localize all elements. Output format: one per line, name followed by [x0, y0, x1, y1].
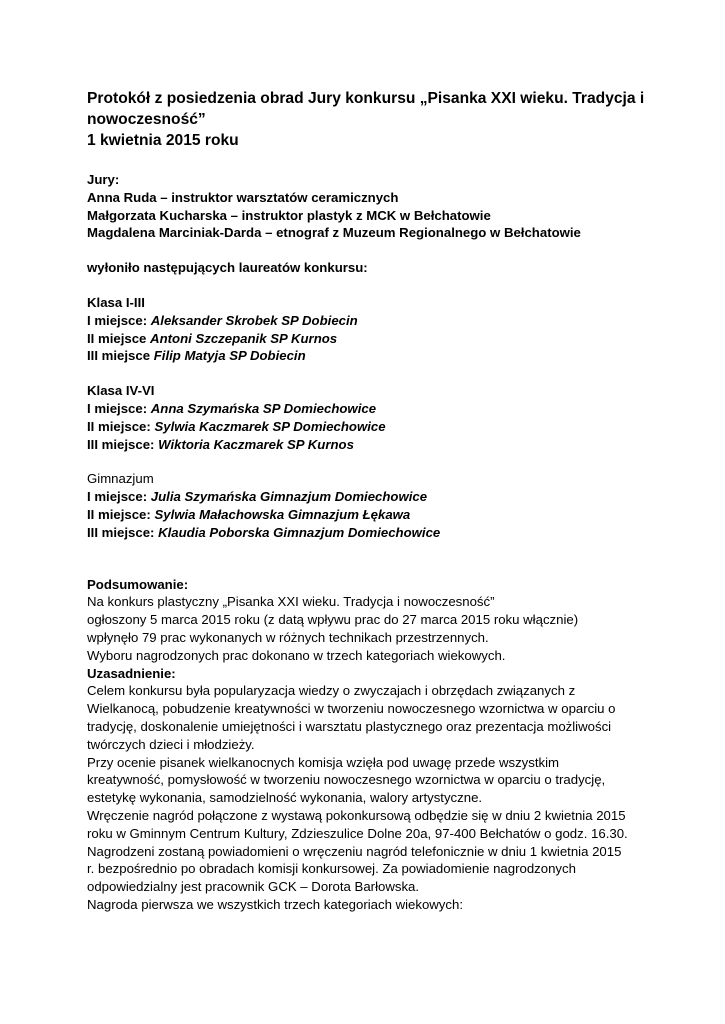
- jury-member: Małgorzata Kucharska – instruktor plastyk z MCK w Bełchatowie: [87, 207, 491, 223]
- winner-row: [87, 418, 647, 436]
- winner-name: Julia Szymańska Gimnazjum Domiechowice: [150, 489, 428, 505]
- winner-place: II miejsce:: [87, 418, 155, 434]
- justification-section: [87, 665, 647, 914]
- winner-name: Sylwia Małachowska Gimnazjum Łękawa: [154, 506, 411, 522]
- winner-row: [87, 488, 647, 506]
- title-date: 1 kwietnia 2015 roku: [87, 132, 239, 149]
- winner-row: [87, 436, 647, 454]
- justification-line: Nagroda pierwsza we wszystkich trzech kategoriach wiekowych:: [87, 896, 463, 912]
- justification-line: odpowiedzialny jest pracownik GCK – Dorota Barłowska.: [87, 879, 420, 895]
- winner-row: [87, 506, 647, 524]
- jury-member: Magdalena Marciniak-Darda – etnograf z Muzeum Regionalnego w Bełchatowie: [87, 225, 581, 241]
- document-page: [87, 88, 647, 914]
- winner-name: Anna Szymańska SP Domiechowice: [150, 400, 377, 416]
- winner-row: [87, 312, 647, 330]
- justification-line: Wielkanocą, pobudzenie kreatywności w tworzeniu nowoczesnego wzornictwa w oparciu o: [87, 701, 616, 717]
- winner-row: [87, 400, 647, 418]
- winner-place: II miejsce:: [87, 506, 155, 522]
- category-name: Gimnazjum: [87, 471, 154, 487]
- summary-line: wpłynęło 79 prac wykonanych w różnych technikach przestrzennych.: [87, 629, 489, 645]
- justification-line: estetykę wykonania, samodzielność wykonania, walory artystyczne.: [87, 790, 483, 806]
- category-gimnazjum: [87, 470, 647, 541]
- category-klasa-1-3: [87, 294, 647, 365]
- winner-row: [87, 347, 647, 365]
- winner-place: I miejsce:: [87, 312, 151, 328]
- justification-line: roku w Gminnym Centrum Kultury, Zdzieszulice Dolne 20a, 97-400 Bełchatów o godz. 16.30.: [87, 825, 628, 841]
- winner-name: Antoni Szczepanik SP Kurnos: [150, 330, 338, 346]
- winner-row: [87, 524, 647, 542]
- justification-line: Wręczenie nagród połączone z wystawą pokonkursową odbędzie się w dniu 2 kwietnia 2015: [87, 807, 626, 823]
- summary-section: [87, 576, 647, 665]
- jury-section: [87, 171, 647, 242]
- justification-line: tradycję, doskonalenie umiejętności i warsztatu plastycznego oraz prezentacja możliwości: [87, 718, 612, 734]
- justification-line: twórczych dzieci i młodzieży.: [87, 736, 255, 752]
- winner-place: III miejsce:: [87, 524, 159, 540]
- summary-line: Wyboru nagrodzonych prac dokonano w trzech kategoriach wiekowych.: [87, 647, 506, 663]
- justification-line: kreatywność, pomysłowość w tworzeniu nowoczesnego wzornictwa w oparciu o tradycję,: [87, 772, 606, 788]
- jury-heading: Jury:: [87, 172, 120, 187]
- title-line-2: nowoczesność”: [87, 111, 206, 128]
- document-title: [87, 88, 647, 151]
- winner-name: Sylwia Kaczmarek SP Domiechowice: [154, 418, 386, 434]
- winner-place: III miejsce: [87, 348, 154, 364]
- summary-heading: Podsumowanie:: [87, 576, 189, 592]
- winner-place: I miejsce:: [87, 400, 151, 416]
- justification-line: r. bezpośrednio po obradach komisji konkursowej. Za powiadomienie nagrodzonych: [87, 861, 576, 877]
- justification-line: Przy ocenie pisanek wielkanocnych komisja wzięła pod uwagę przede wszystkim: [87, 754, 560, 770]
- justification-line: Celem konkursu była popularyzacja wiedzy o zwyczajach i obrzędach związanych z: [87, 683, 576, 699]
- laureates-intro: wyłoniło następujących laureatów konkursu:: [87, 260, 368, 276]
- winner-place: II miejsce: [87, 330, 151, 346]
- winner-name: Filip Matyja SP Dobiecin: [153, 348, 306, 364]
- title-line-1: Protokół z posiedzenia obrad Jury konkursu „Pisanka XXI wieku. Tradycja i: [87, 90, 645, 107]
- winner-name: Wiktoria Kaczmarek SP Kurnos: [158, 436, 354, 452]
- summary-line: ogłoszony 5 marca 2015 roku (z datą wpływu prac do 27 marca 2015 roku włącznie): [87, 612, 579, 628]
- category-name: Klasa IV-VI: [87, 383, 155, 399]
- winner-place: I miejsce:: [87, 489, 151, 505]
- winner-name: Aleksander Skrobek SP Dobiecin: [150, 312, 358, 328]
- winner-name: Klaudia Poborska Gimnazjum Domiechowice: [158, 524, 441, 540]
- summary-line: Na konkurs plastyczny „Pisanka XXI wieku. Tradycja i nowoczesność”: [87, 594, 495, 610]
- jury-member: Anna Ruda – instruktor warsztatów ceramicznych: [87, 189, 399, 205]
- category-klasa-4-6: [87, 382, 647, 453]
- category-name: Klasa I-III: [87, 294, 145, 310]
- winner-row: [87, 330, 647, 348]
- winner-place: III miejsce:: [87, 436, 159, 452]
- justification-line: Nagrodzeni zostaną powiadomieni o wręczeniu nagród telefonicznie w dniu 1 kwietnia 2015: [87, 843, 622, 859]
- justification-heading: Uzasadnienie:: [87, 665, 176, 681]
